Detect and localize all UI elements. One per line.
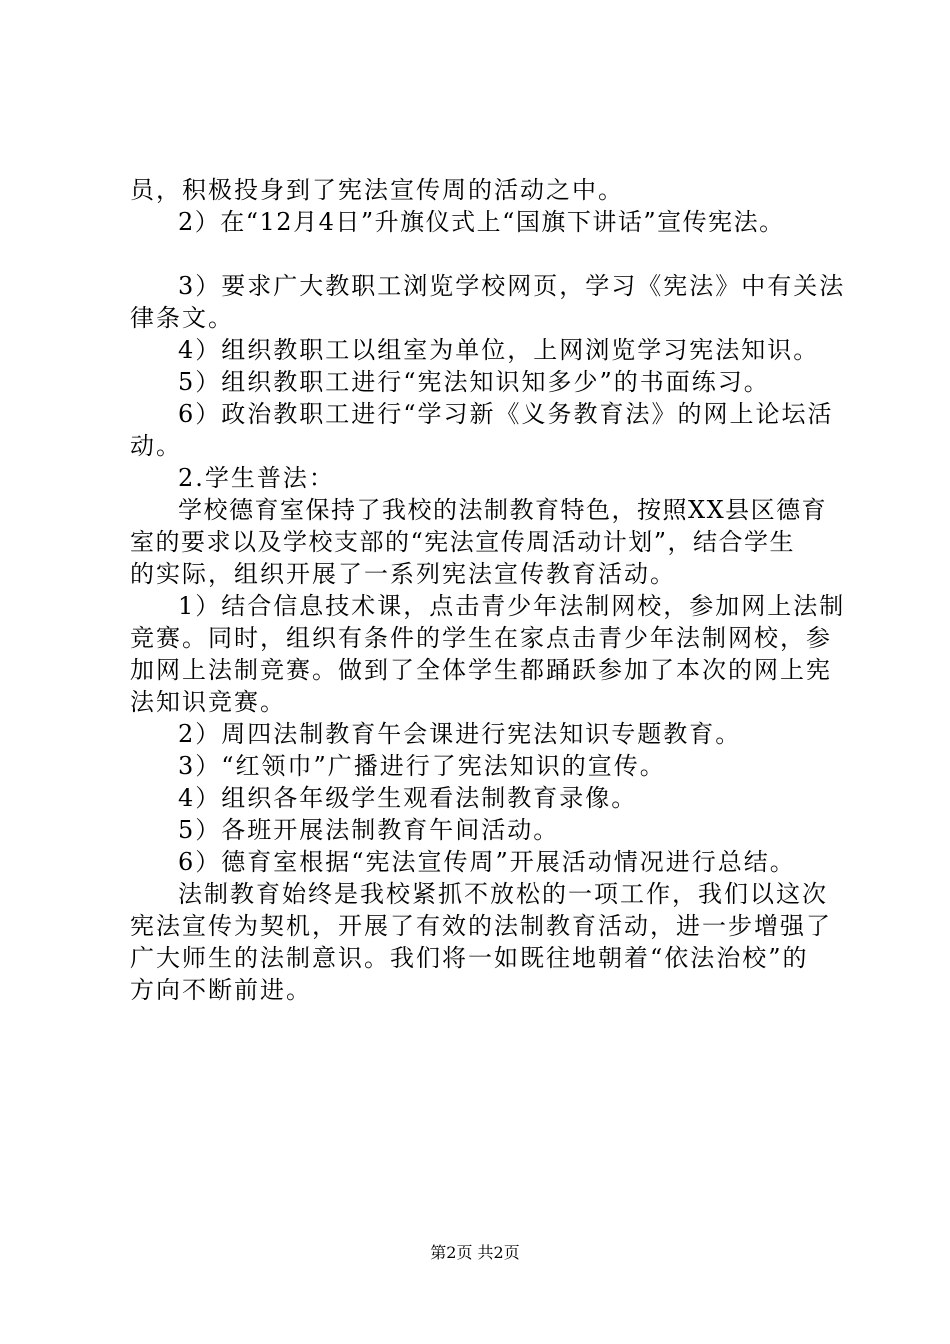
paragraph-line: 4）组织教职工以组室为单位，上网浏览学习宪法知识。 <box>178 336 820 364</box>
paragraph-line: 的实际，组织开展了一系列宪法宣传教育活动。 <box>130 560 676 588</box>
paragraph-line: 广大师生的法制意识。我们将一如既往地朝着“依法治校”的 <box>130 944 809 972</box>
document-body <box>130 174 846 1006</box>
paragraph-line: 1）结合信息技术课，点击青少年法制网校，参加网上法制 <box>178 592 846 620</box>
paragraph-line: 2）周四法制教育午会课进行宪法知识专题教育。 <box>178 720 742 748</box>
paragraph-line: 4）组织各年级学生观看法制教育录像。 <box>178 784 638 812</box>
paragraph-line: 6）政治教职工进行“学习新《义务教育法》的网上论坛活 <box>178 400 834 428</box>
paragraph-line: 2）在“12月4日”升旗仪式上“国旗下讲话”宣传宪法。 <box>178 208 785 236</box>
paragraph-line: 室的要求以及学校支部的“宪法宣传周活动计划”，结合学生 <box>130 528 796 556</box>
paragraph-line: 法知识竞赛。 <box>130 688 286 716</box>
paragraph-line: 宪法宣传为契机，开展了有效的法制教育活动，进一步增强了 <box>130 912 832 940</box>
paragraph-line: 律条文。 <box>130 304 234 332</box>
paragraph-line: 员，积极投身到了宪法宣传周的活动之中。 <box>130 176 624 204</box>
paragraph-line: 6）德育室根据“宪法宣传周”开展活动情况进行总结。 <box>178 848 796 876</box>
paragraph-line: 3）“红领巾”广播进行了宪法知识的宣传。 <box>178 752 666 780</box>
paragraph-line: 5）各班开展法制教育午间活动。 <box>178 816 560 844</box>
paragraph-line: 竞赛。同时，组织有条件的学生在家点击青少年法制网校，参 <box>130 624 832 652</box>
paragraph-line: 学校德育室保持了我校的法制教育特色，按照XX县区德育 <box>178 496 828 524</box>
page-footer <box>0 1243 950 1263</box>
paragraph-line: 3）要求广大教职工浏览学校网页，学习《宪法》中有关法 <box>178 272 846 300</box>
paragraph-line: 方向不断前进。 <box>130 976 312 1004</box>
blank-line <box>130 238 830 270</box>
paragraph-line: 5）组织教职工进行“宪法知识知多少”的书面练习。 <box>178 368 770 396</box>
paragraph-line: 法制教育始终是我校紧抓不放松的一项工作，我们以这次 <box>178 880 828 908</box>
paragraph-line: 加网上法制竞赛。做到了全体学生都踊跃参加了本次的网上宪 <box>130 656 832 684</box>
page-number: 第2页 共2页 <box>430 1243 520 1262</box>
paragraph-line: 动。 <box>130 432 182 460</box>
section-heading: 2.学生普法： <box>178 464 335 492</box>
